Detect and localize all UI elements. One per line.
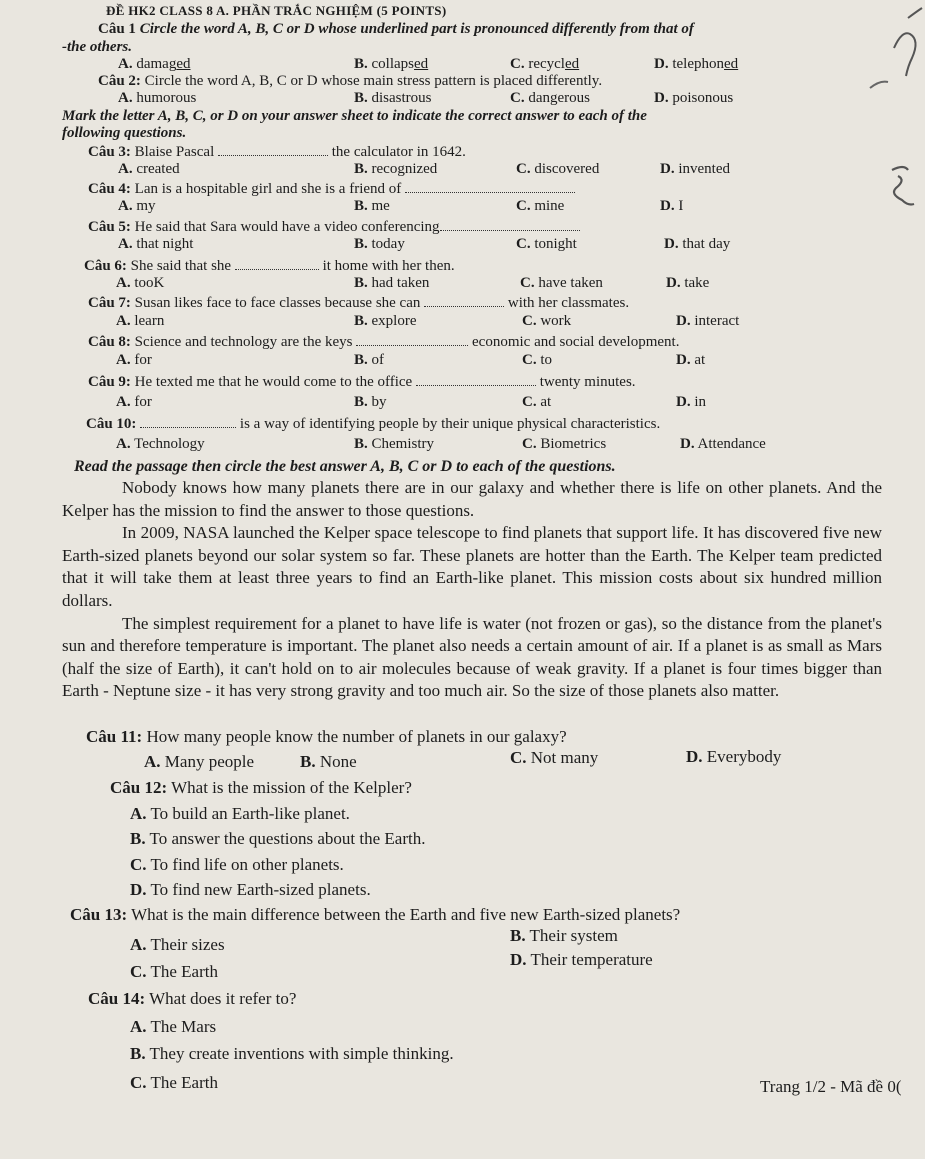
q8-option-c[interactable]: C. to <box>522 352 553 368</box>
q9-option-b[interactable]: B. by <box>354 394 387 410</box>
q6-option-b[interactable]: B. had taken <box>354 275 430 291</box>
q11-option-a[interactable]: A. Many people <box>144 752 255 771</box>
q4-question: Câu 4: Lan is a hospitable girl and she is a friend of <box>88 180 575 198</box>
exam-header: ĐỀ HK2 CLASS 8 A. PHẦN TRẮC NGHIỆM (5 POINTS) <box>106 3 447 18</box>
q8-option-b[interactable]: B. of <box>354 352 385 368</box>
q1-option-d[interactable]: D. telephoned <box>654 56 739 72</box>
q11-option-d[interactable]: D. Everybody <box>686 747 782 766</box>
q13-option-d[interactable]: D. Their temperature <box>510 950 653 969</box>
q5-option-b[interactable]: B. today <box>354 236 405 252</box>
handwriting-marks <box>850 0 925 220</box>
q8-option-d[interactable]: D. at <box>676 352 706 368</box>
q10-option-d[interactable]: D. Attendance <box>680 436 766 452</box>
q6-question: Câu 6: She said that she it home with her then. <box>84 258 455 274</box>
section2-line1: Mark the letter A, B, C, or D on your answer sheet to indicate the correct answer to each of the <box>62 108 647 124</box>
page-footer: Trang 1/2 - Mã đề 0( <box>760 1077 902 1096</box>
q8-option-a[interactable]: A. for <box>116 352 152 368</box>
q13-option-b[interactable]: B. Their system <box>510 926 618 945</box>
q2-text: Circle the word A, B, C or D whose main stress pattern is placed differently. <box>144 73 603 89</box>
q12-option-d[interactable]: D. To find new Earth-sized planets. <box>130 880 371 899</box>
q7-option-b[interactable]: B. explore <box>354 313 417 329</box>
scribble-mark <box>908 8 922 18</box>
q14-option-b[interactable]: B. They create inventions with simple thinking. <box>130 1044 454 1063</box>
q7-option-c[interactable]: C. work <box>522 313 572 329</box>
q9-option-a[interactable]: A. for <box>116 394 152 410</box>
q13-option-c[interactable]: C. The Earth <box>130 962 218 981</box>
scribble-mark <box>894 33 916 76</box>
q4-option-d[interactable]: D. I <box>660 198 684 214</box>
q3-question: Câu 3: Blaise Pascal the calculator in 1642. <box>88 144 466 160</box>
q13-option-a[interactable]: A. Their sizes <box>130 935 225 954</box>
q3-option-b[interactable]: B. recognized <box>354 161 438 177</box>
q8-question: Câu 8: Science and technology are the keys economic and social development. <box>88 334 680 350</box>
q4-option-a[interactable]: A. my <box>118 198 156 214</box>
q7-option-d[interactable]: D. interact <box>676 313 740 329</box>
q2-number: Câu 2: <box>98 73 141 89</box>
q5-question: Câu 5: He said that Sara would have a video conferencing <box>88 218 580 236</box>
q1-option-c[interactable]: C. recycled <box>510 56 580 72</box>
q11-option-c[interactable]: C. Not many <box>510 748 599 767</box>
q1-option-b[interactable]: B. collapsed <box>354 56 429 72</box>
q3-option-d[interactable]: D. invented <box>660 161 730 177</box>
q13-question: Câu 13: What is the main difference between the Earth and five new Earth-sized planets? <box>70 905 681 924</box>
q2-option-c[interactable]: C. dangerous <box>510 90 590 106</box>
q2-option-d[interactable]: D. poisonous <box>654 90 734 106</box>
q10-option-b[interactable]: B. Chemistry <box>354 436 435 452</box>
q4-option-b[interactable]: B. me <box>354 198 390 214</box>
passage-paragraph-2: In 2009, NASA launched the Kelper space telescope to find planets that support life. It has discovered five new Earth-sized planets beyond our solar system so far. These planets are hotter than the Earth. The Kelper team predicted that it will take them at least three years to find an Earth-like planet. This mission costs about six hundred million dollars. <box>62 523 882 610</box>
section3-instruction: Read the passage then circle the best answer A, B, C or D to each of the questions. <box>74 458 616 475</box>
q14-question: Câu 14: What does it refer to? <box>88 989 297 1008</box>
passage-paragraph-1: Nobody knows how many planets there are in our galaxy and whether there is life on other planets. And the Kelper has the mission to find the answer to those questions. <box>62 478 882 520</box>
scribble-mark <box>870 82 888 88</box>
section1-line2: -the others. <box>62 39 133 55</box>
q12-question: Câu 12: What is the mission of the Kelpler? <box>110 778 412 797</box>
q12-option-a[interactable]: A. To build an Earth-like planet. <box>130 804 350 823</box>
q3-option-c[interactable]: C. discovered <box>516 161 600 177</box>
section2-line2: following questions. <box>62 125 187 141</box>
q5-option-a[interactable]: A. that night <box>118 236 194 252</box>
q6-option-a[interactable]: A. tooK <box>116 275 165 291</box>
q2-option-b[interactable]: B. disastrous <box>354 90 432 106</box>
q1-number: Câu 1 <box>98 21 136 37</box>
q10-option-c[interactable]: C. Biometrics <box>522 436 607 452</box>
reading-passage <box>62 477 882 703</box>
q5-option-d[interactable]: D. that day <box>664 236 731 252</box>
q14-option-a[interactable]: A. The Mars <box>130 1017 217 1036</box>
q5-option-c[interactable]: C. tonight <box>516 236 577 252</box>
q6-option-d[interactable]: D. take <box>666 275 710 291</box>
q7-option-a[interactable]: A. learn <box>116 313 165 329</box>
q12-option-c[interactable]: C. To find life on other planets. <box>130 855 344 874</box>
q9-question: Câu 9: He texted me that he would come to the office twenty minutes. <box>88 374 636 390</box>
q6-option-c[interactable]: C. have taken <box>520 275 603 291</box>
q14-option-c[interactable]: C. The Earth <box>130 1073 218 1092</box>
q1-option-a[interactable]: A. damaged <box>118 56 191 72</box>
q2-option-a[interactable]: A. humorous <box>118 90 197 106</box>
q9-option-c[interactable]: C. at <box>522 394 552 410</box>
q10-question: Câu 10: is a way of identifying people by their unique physical characteristics. <box>86 416 661 432</box>
q4-option-c[interactable]: C. mine <box>516 198 565 214</box>
q11-option-b[interactable]: B. None <box>300 752 357 771</box>
q11-question: Câu 11: How many people know the number of planets in our galaxy? <box>86 727 567 746</box>
q1-instruction <box>98 21 694 38</box>
q7-question: Câu 7: Susan likes face to face classes because she can with her classmates. <box>88 295 630 311</box>
q9-option-d[interactable]: D. in <box>676 394 707 410</box>
q3-option-a[interactable]: A. created <box>118 161 180 177</box>
passage-paragraph-3: The simplest requirement for a planet to have life is water (not frozen or gas), so the distance from the planet's sun and therefore temperature is important. The planet also needs a certain amount of air. If a planet is as small as Mars (half the size of Earth), it can't hold on to air molecules because of weak gravity. If a planet is four times bigger than Earth - Neptune size - it has very strong gravity and too much air. So the size of those planets also matter. <box>62 613 882 701</box>
q10-option-a[interactable]: A. Technology <box>116 436 205 452</box>
scribble-mark <box>892 167 914 205</box>
q12-option-b[interactable]: B. To answer the questions about the Earth. <box>130 829 426 848</box>
q2-question <box>98 73 602 90</box>
section1-line1: Circle the word A, B, C or D whose underlined part is pronounced differently from that of <box>139 21 694 37</box>
